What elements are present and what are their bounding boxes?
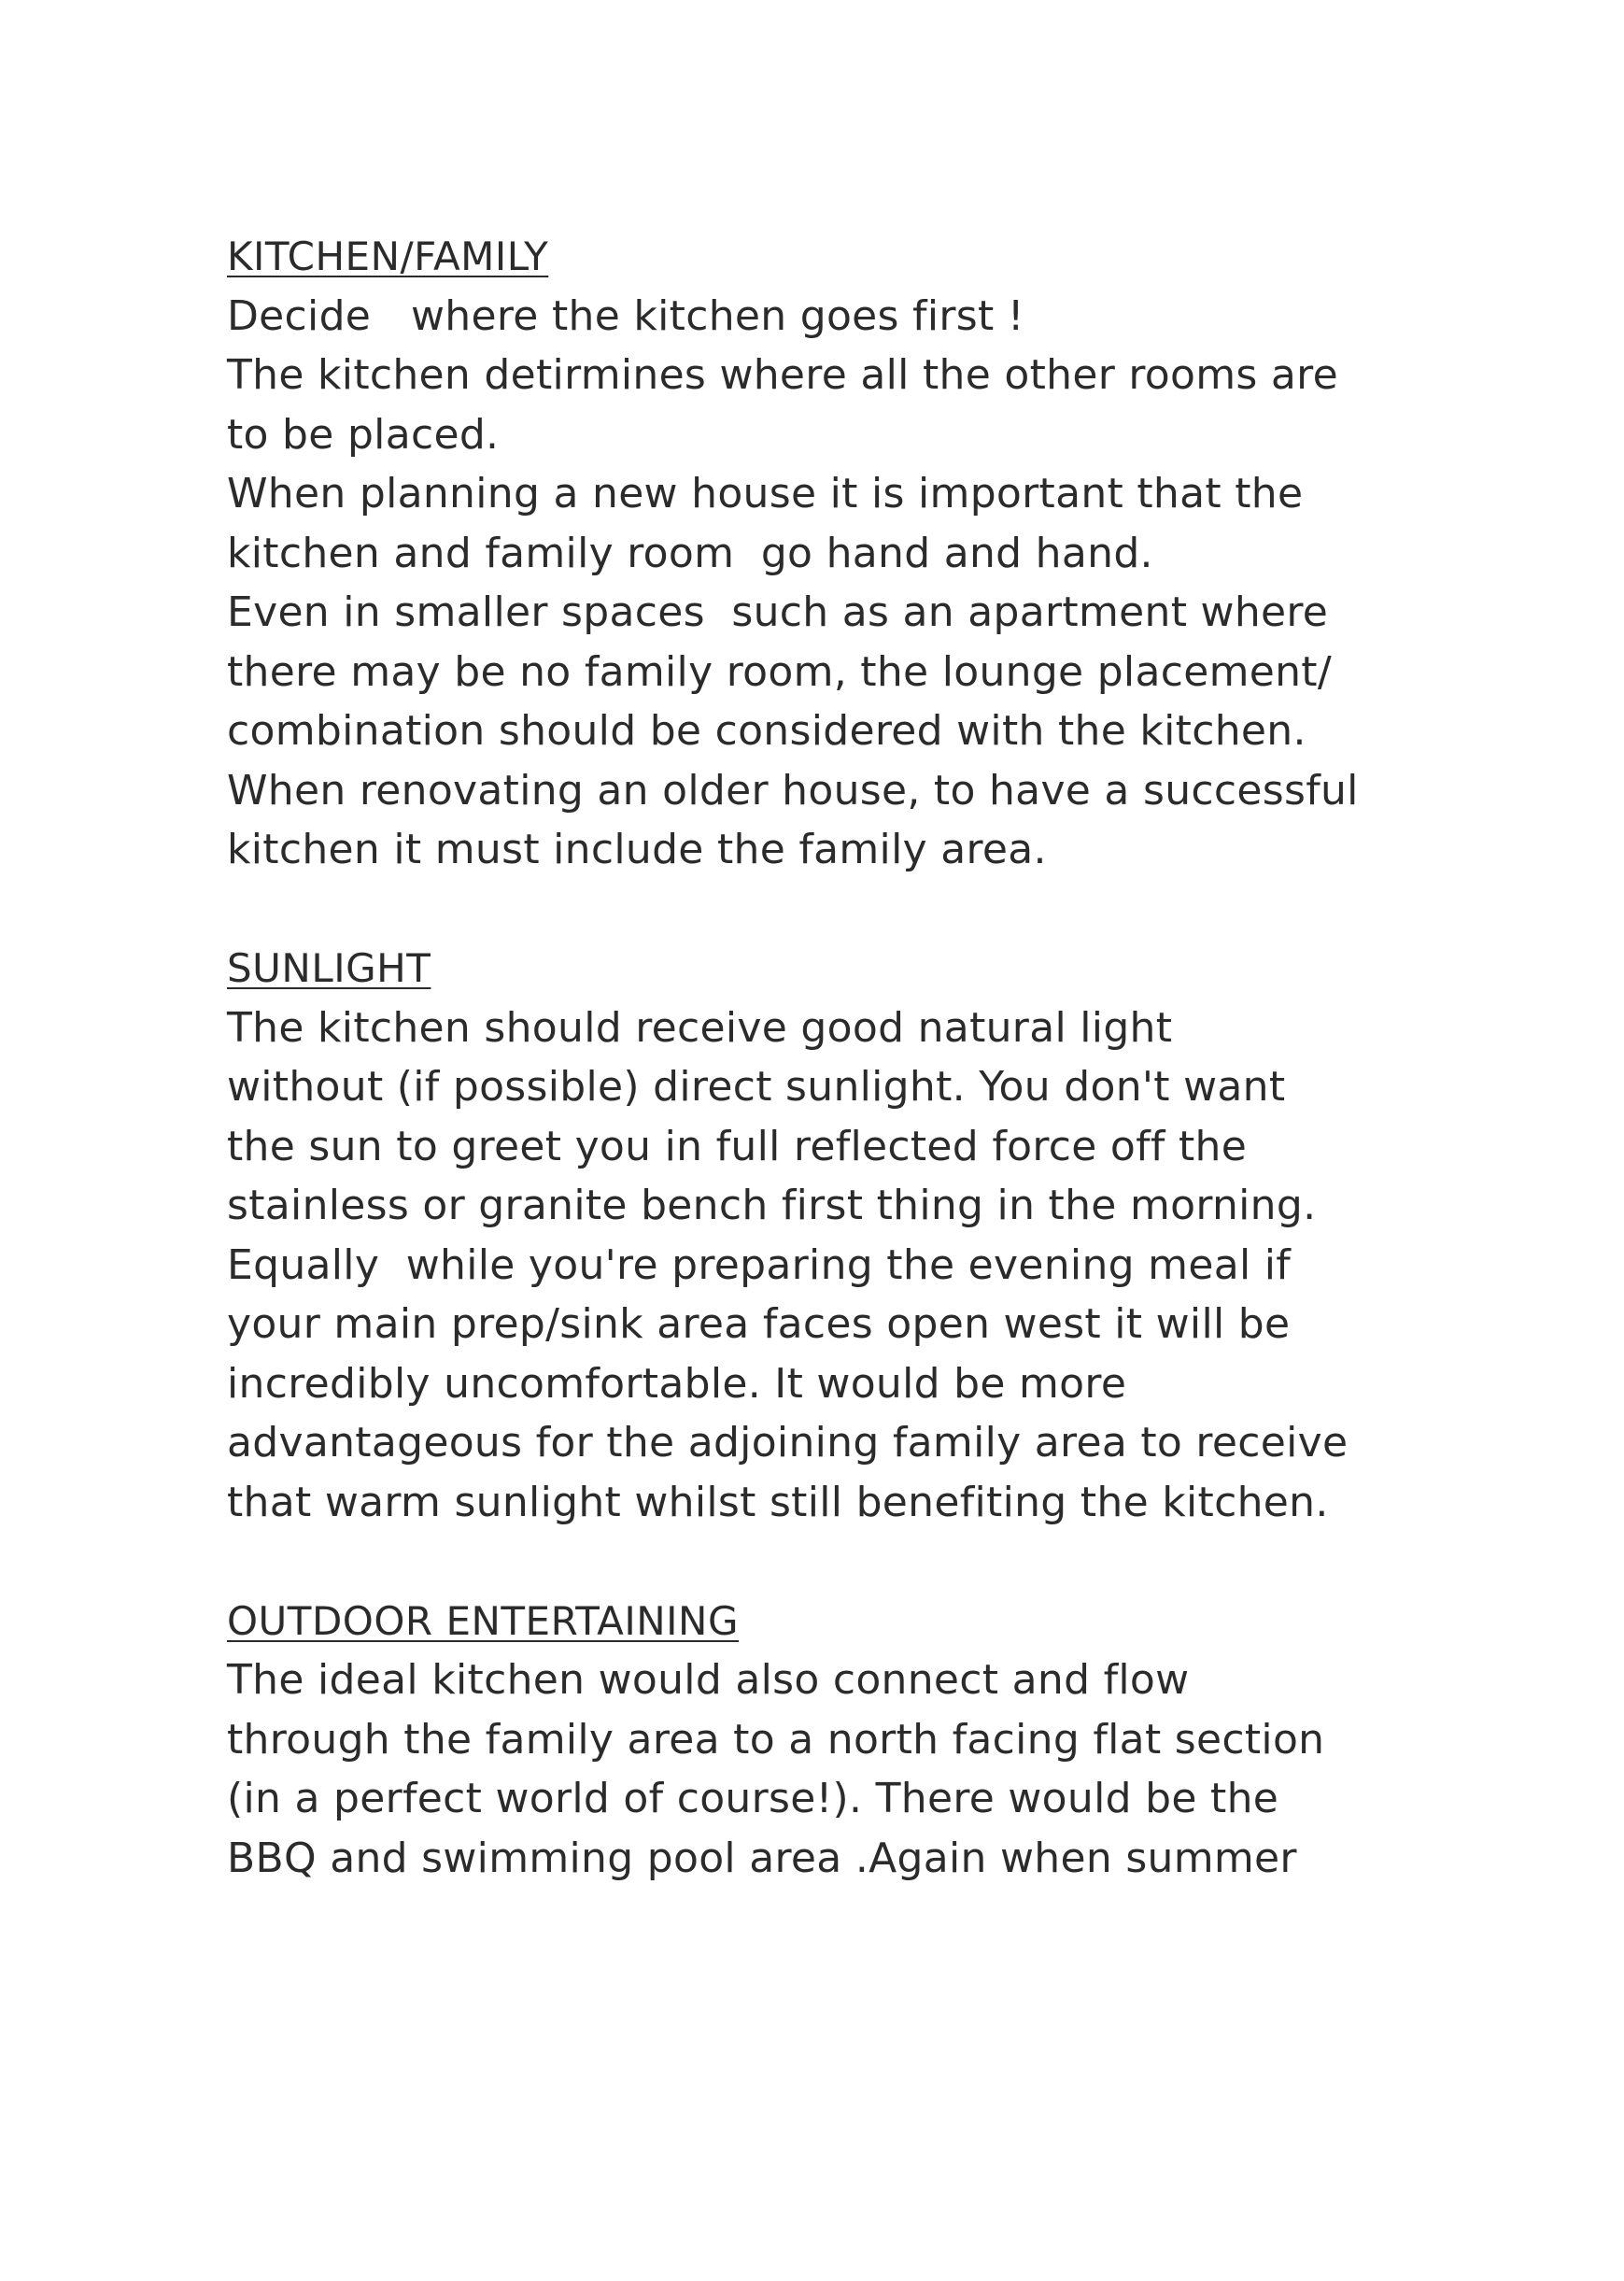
text-line: Equally while you're preparing the evening meal if — [227, 1240, 1292, 1289]
text-line: stainless or granite bench first thing in the morning. — [227, 1182, 1317, 1229]
text-line: combination should be considered with the kitchen. — [227, 707, 1306, 755]
document-body — [227, 227, 1534, 1888]
section-kitchen-family — [227, 227, 1534, 880]
text-line: The ideal kitchen would also connect and flow — [227, 1656, 1190, 1704]
section-outdoor-entertaining — [227, 1592, 1534, 1889]
text-line: there may be no family room, the lounge placement/ — [227, 647, 1332, 696]
text-line: (in a perfect world of course!). There would be the — [227, 1775, 1279, 1822]
text-line: your main prep/sink area faces open west it will be — [227, 1300, 1291, 1348]
text-line: BBQ and swimming pool area .Again when summer — [227, 1834, 1297, 1882]
text-line: kitchen it must include the family area. — [227, 826, 1047, 873]
text-line: When planning a new house it is important that the — [227, 470, 1304, 517]
section-heading: OUTDOOR ENTERTAINING — [227, 1597, 740, 1644]
text-line: to be placed. — [227, 410, 500, 459]
text-line: that warm sunlight whilst still benefiting the kitchen. — [227, 1478, 1329, 1526]
section-heading: KITCHEN/FAMILY — [227, 234, 549, 279]
text-line: through the family area to a north facing flat section — [227, 1715, 1325, 1764]
section-sunlight — [227, 939, 1534, 1532]
text-line: incredibly uncomfortable. It would be more — [227, 1359, 1127, 1408]
section-heading: SUNLIGHT — [227, 945, 431, 991]
text-line: The kitchen should receive good natural light — [227, 1003, 1173, 1052]
text-line: without (if possible) direct sunlight. You don't want — [227, 1063, 1286, 1111]
text-line: When renovating an older house, to have a successful — [227, 766, 1359, 815]
text-line: The kitchen detirmines where all the other rooms are — [227, 351, 1338, 399]
text-line: Even in smaller spaces such as an apartment where — [227, 588, 1329, 636]
text-line: Decide where the kitchen goes first ! — [227, 291, 1024, 340]
text-line: advantageous for the adjoining family area to receive — [227, 1419, 1349, 1466]
text-line: the sun to greet you in full reflected force off the — [227, 1122, 1248, 1170]
text-line: kitchen and family room go hand and hand. — [227, 529, 1153, 577]
